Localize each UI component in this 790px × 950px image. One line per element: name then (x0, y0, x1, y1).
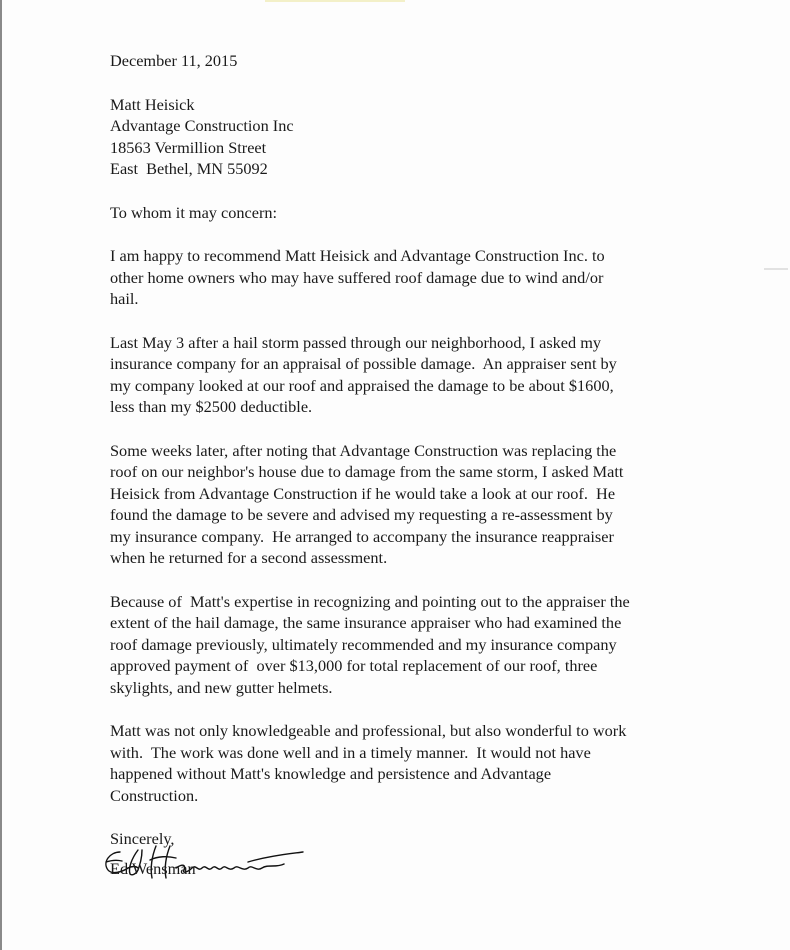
paragraph-line: roof damage previously, ultimately recommended and my insurance company (110, 634, 617, 654)
signature-block (110, 850, 720, 898)
paragraph-line: when he returned for a second assessment. (110, 548, 388, 567)
paragraph-line: insurance company for an appraisal of possible damage. An appraiser sent by (110, 354, 617, 373)
paragraph-line: Because of Matt's expertise in recognizing and pointing out to the appraiser the (110, 591, 630, 611)
salutation: To whom it may concern: (110, 202, 278, 222)
recipient-company: Advantage Construction Inc (110, 116, 294, 135)
recipient-street: 18563 Vermillion Street (110, 137, 267, 157)
paragraph-line: my company looked at our roof and appraised the damage to be about $1600, (110, 375, 614, 395)
paragraph-line: happened without Matt's knowledge and persistence and Advantage (110, 764, 552, 783)
paragraph-line: my insurance company. He arranged to accompany the insurance reappraiser (110, 526, 614, 546)
paragraph-line: Construction. (110, 785, 199, 805)
paragraph-line: other home owners who may have suffered roof damage due to wind and/or (110, 267, 604, 287)
scan-edge-line (0, 0, 2, 950)
letter-date: December 11, 2015 (110, 51, 238, 70)
paragraph-line: I am happy to recommend Matt Heisick and Advantage Construction Inc. to (110, 246, 605, 265)
paragraph-recommendation (110, 245, 720, 310)
paragraph-line: Some weeks later, after noting that Advantage Construction was replacing the (110, 440, 617, 460)
paragraph-line: approved payment of over $13,000 for total replacement of our roof, three (110, 656, 598, 675)
paragraph-line: Heisick from Advantage Construction if he would take a look at our roof. He (110, 483, 616, 503)
paragraph-line: Last May 3 after a hail storm passed through our neighborhood, I asked my (110, 332, 602, 352)
paragraph-line: found the damage to be severe and advised my requesting a re-assessment by (110, 505, 613, 524)
paragraph-line: Matt was not only knowledgeable and professional, but also wonderful to work (110, 721, 627, 740)
recipient-name: Matt Heisick (110, 94, 195, 114)
recipient-address (110, 94, 720, 180)
paragraph-expertise (110, 591, 720, 699)
paragraph-line: extent of the hail damage, the same insurance appraiser who had examined the (110, 613, 622, 632)
paragraph-reassessment (110, 440, 720, 569)
scan-mark (265, 0, 405, 2)
paragraph-initial-appraisal (110, 332, 720, 418)
paragraph-praise (110, 720, 720, 806)
paragraph-line: roof on our neighbor's house due to damage from the same storm, I asked Matt (110, 462, 624, 481)
paragraph-line: with. The work was done well and in a timely manner. It would not have (110, 742, 591, 762)
recipient-city: East Bethel, MN 55092 (110, 159, 268, 178)
scan-mark (764, 268, 788, 270)
paragraph-line: hail. (110, 289, 139, 308)
signer-name: Ed Wensman (110, 858, 196, 878)
letter-body (110, 50, 720, 898)
paragraph-line: less than my $2500 deductible. (110, 397, 313, 416)
paragraph-line: skylights, and new gutter helmets. (110, 677, 333, 697)
closing: Sincerely, (110, 829, 175, 848)
